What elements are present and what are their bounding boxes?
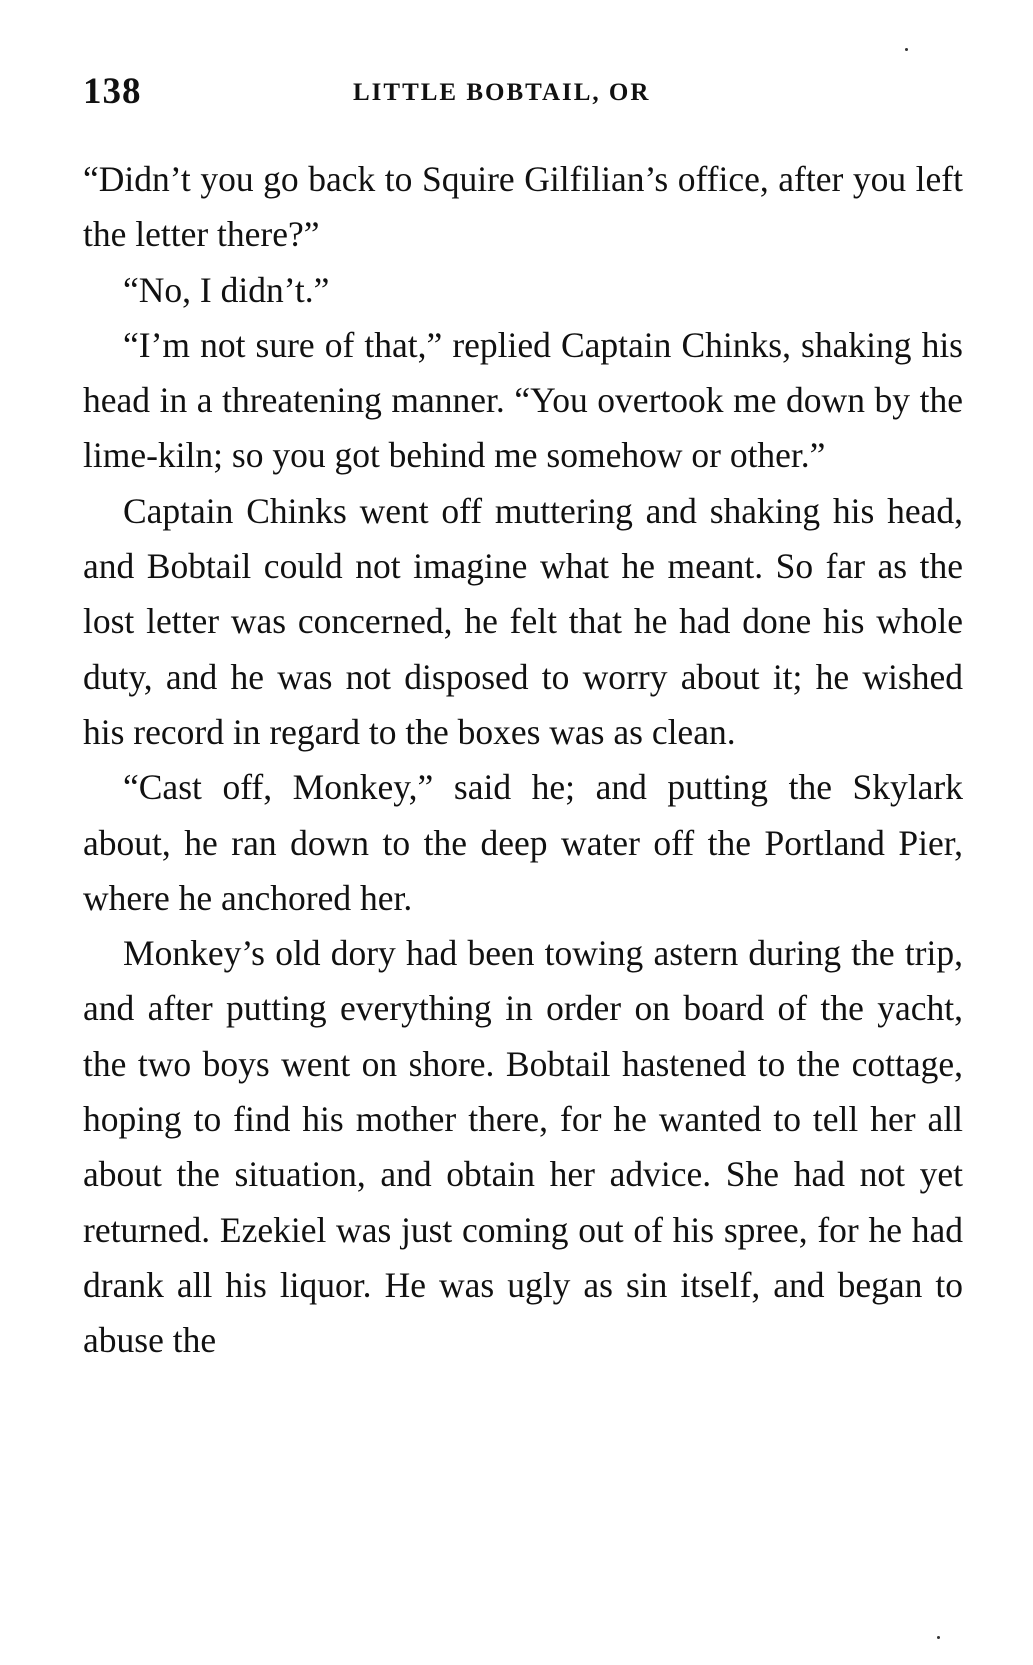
- paragraph-captain-reply: “I’m not sure of that,” replied Captain Chinks, shaking his head in a threatening manner. “You overtook me down by the lime-kiln; so you got behind me somehow or other.”: [83, 324, 963, 476]
- body-text: [83, 152, 963, 1369]
- page-number: 138: [83, 71, 142, 112]
- running-title: LITTLE BOBTAIL, OR: [353, 79, 651, 106]
- paragraph-dialogue-answer: “No, I didn’t.”: [123, 269, 330, 310]
- paragraph-dialogue-question: “Didn’t you go back to Squire Gilfilian’s office, after you left the letter there?”: [83, 159, 963, 255]
- print-speck: [905, 48, 908, 51]
- paragraph-cast-off: “Cast off, Monkey,” said he; and putting the Skylark about, he ran down to the deep water off the Portland Pier, where he anchored her.: [83, 767, 963, 918]
- paragraph-go-ashore: Monkey’s old dory had been towing astern during the trip, and after putting everything in order on board of the yacht, the two boys went on shore. Bobtail hastened to the cottage, hoping to find his mother there, for he wanted to tell her all about the situation, and obtain her advice. She had not yet returned. Ezekiel was just coming out of his spree, for he had drank all his liquor. He was ugly as sin itself, and began to abuse the: [83, 933, 963, 1361]
- print-speck: [937, 1636, 940, 1639]
- paragraph-captain-leaves: Captain Chinks went off muttering and shaking his head, and Bobtail could not imagine what he meant. So far as the lost letter was concerned, he felt that he had done his whole duty, and he was not disposed to worry about it; he wished his record in regard to the boxes was as clean.: [83, 490, 963, 752]
- running-head: [83, 70, 963, 120]
